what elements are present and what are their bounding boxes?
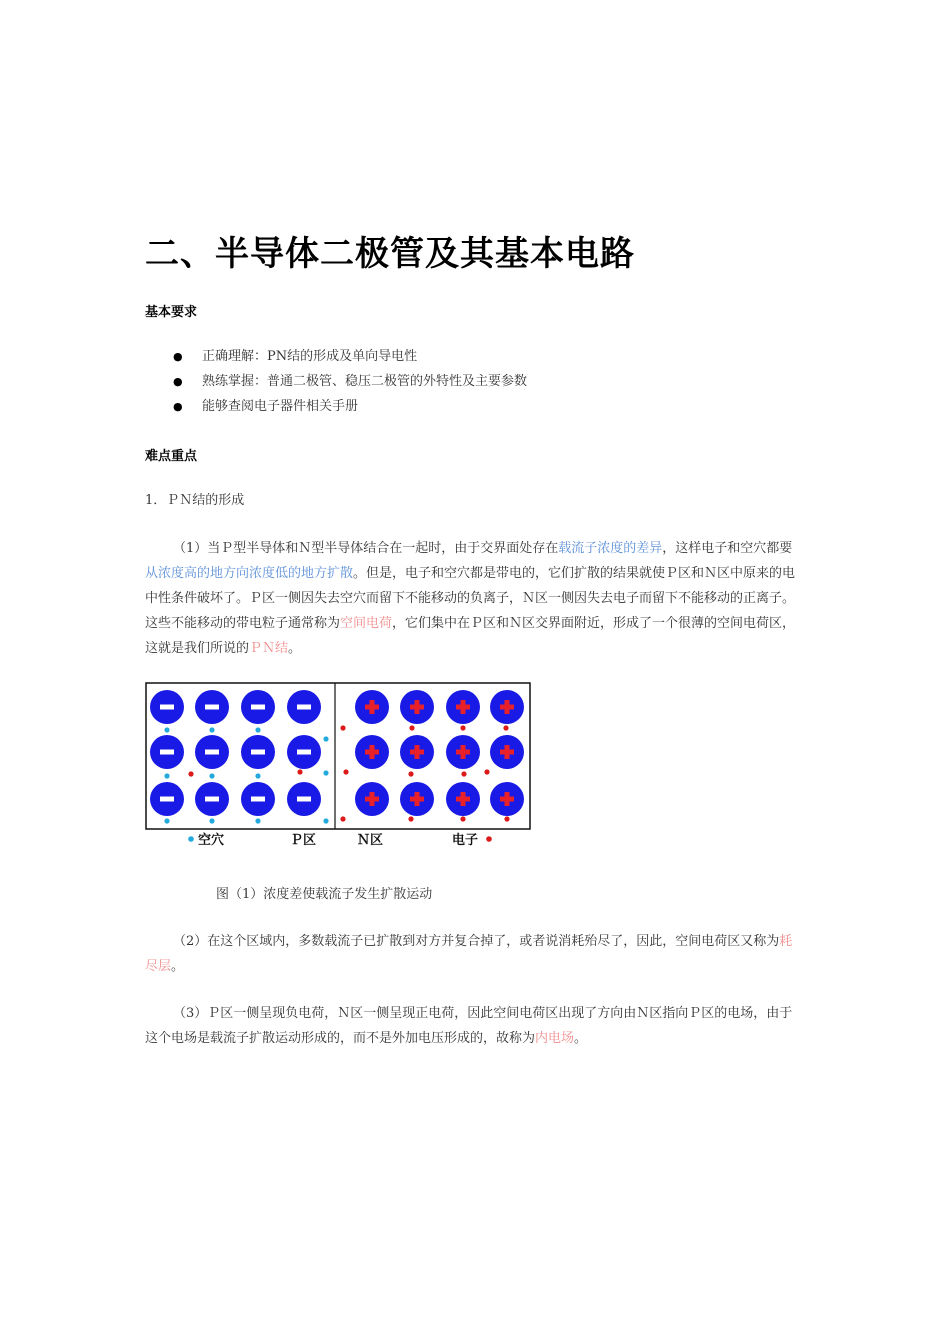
electron-dot [504, 816, 509, 821]
requirements-heading: 基本要求 [145, 305, 198, 320]
electron-dot [460, 725, 465, 730]
positive-ion [490, 782, 524, 816]
positive-ion [490, 690, 524, 724]
legend-electron: 电子 [452, 833, 479, 848]
electron-dot [340, 816, 345, 821]
positive-ion [446, 735, 480, 769]
text-run: （3）Ｐ区一侧呈现负电荷，Ｎ区一侧呈现正电荷，因此空间电荷区出现了方向由Ｎ区指向Ｐ区的电场，由于这个电场是载流子扩散运动形成的，而不是外加电压形成的，故称为 [145, 1006, 793, 1046]
positive-ion [355, 782, 389, 816]
electron-dot [297, 769, 302, 774]
negative-ion [287, 735, 321, 769]
text-run: 。但是，电子和空穴都是带电的，它们扩散的结果就使Ｐ区和Ｎ区中原来的电中性条件破坏了。Ｐ区一侧因失去空穴而留下不能移动的负离子，Ｎ区一侧因失去电子而留下不能移动的正离子。这些不能移动的带电粒子通常称为 [145, 566, 796, 631]
hole-dot [209, 773, 214, 778]
highlight-diffusion-direction: 从浓度高的地方向浓度低的地方扩散 [145, 566, 354, 581]
diagram-legend [188, 832, 492, 848]
list-item [145, 369, 527, 394]
paragraph-1 [145, 536, 805, 661]
hole-dot [209, 818, 214, 823]
electron-dot [343, 769, 348, 774]
electron-dot [408, 816, 413, 821]
pn-junction-diagram [145, 682, 531, 852]
hole-legend-dot [188, 836, 194, 842]
paragraph-2 [145, 929, 805, 979]
bullet-icon: ● [173, 400, 183, 413]
highlight-depletion-layer: 耗尽层 [145, 934, 793, 974]
positive-ion [446, 690, 480, 724]
list-item-text: 能够查阅电子器件相关手册 [202, 399, 359, 414]
hole-dot [164, 727, 169, 732]
figure-caption: 图（1）浓度差使载流子发生扩散运动 [216, 887, 433, 902]
positive-ion [355, 735, 389, 769]
positive-ion [446, 782, 480, 816]
negative-ion [241, 690, 275, 724]
highlight-space-charge: 空间电荷 [340, 616, 393, 631]
negative-ion [150, 690, 184, 724]
negative-ion [150, 735, 184, 769]
electron-dot [461, 771, 466, 776]
electron-dot [340, 725, 345, 730]
hole-dot [255, 818, 260, 823]
electron-dot [503, 725, 508, 730]
list-item [145, 344, 527, 369]
text-run: （1）当Ｐ型半导体和Ｎ型半导体结合在一起时，由于交界面处存在 [173, 541, 559, 556]
list-item-text: 熟练掌握：普通二极管、稳压二极管的外特性及主要参数 [202, 374, 528, 389]
hole-dot [323, 818, 328, 823]
legend-n-region: Ｎ区 [357, 833, 384, 848]
positive-ion [355, 690, 389, 724]
hole-dot [164, 818, 169, 823]
electron-dot [408, 771, 413, 776]
negative-ion [241, 782, 275, 816]
negative-ion [195, 782, 229, 816]
hole-dot [323, 770, 328, 775]
electron-dot [188, 771, 193, 776]
text-run: ，它们集中在Ｐ区和Ｎ区交界面附近，形成了一个很薄的空间电荷区，这就是我们所说的 [145, 616, 796, 656]
negative-ion [287, 782, 321, 816]
positive-ion [400, 782, 434, 816]
page-title: 二、半导体二极管及其基本电路 [145, 234, 635, 274]
list-item-text: 正确理解：PN结的形成及单向导电性 [202, 349, 418, 364]
bullet-icon: ● [173, 350, 183, 363]
positive-ion [490, 735, 524, 769]
electron-dot [409, 725, 414, 730]
list-item [145, 394, 527, 419]
text-run: 。 [171, 959, 185, 974]
negative-ion [150, 782, 184, 816]
negative-ion [241, 735, 275, 769]
paragraph-3 [145, 1001, 805, 1051]
highlight-pn-junction: ＰＮ结 [249, 641, 289, 656]
negative-ion [195, 735, 229, 769]
legend-hole: 空穴 [198, 833, 225, 848]
electron-legend-dot [486, 836, 492, 842]
highlight-internal-field: 内电场 [535, 1031, 575, 1046]
text-run: 。 [288, 641, 302, 656]
hole-dot [323, 736, 328, 741]
electron-dot [484, 769, 489, 774]
text-run: ，这样电子和空穴都要 [662, 541, 793, 556]
electron-dot [460, 816, 465, 821]
topic-heading: 1．ＰＮ结的形成 [145, 493, 245, 508]
hole-dot [255, 727, 260, 732]
text-run: 。 [574, 1031, 588, 1046]
negative-ion [195, 690, 229, 724]
text-run: （2）在这个区域内，多数载流子已扩散到对方并复合掉了，或者说消耗殆尽了，因此，空间电荷区又称为 [173, 934, 780, 949]
positive-ion [400, 735, 434, 769]
hole-dot [255, 773, 260, 778]
hole-dot [164, 773, 169, 778]
bullet-icon: ● [173, 375, 183, 388]
positive-ion [400, 690, 434, 724]
highlight-concentration-difference: 载流子浓度的差异 [558, 541, 663, 556]
legend-p-region: Ｐ区 [290, 833, 317, 848]
key-points-heading: 难点重点 [145, 449, 198, 464]
hole-dot [209, 727, 214, 732]
requirements-list [145, 344, 527, 419]
negative-ion [287, 690, 321, 724]
